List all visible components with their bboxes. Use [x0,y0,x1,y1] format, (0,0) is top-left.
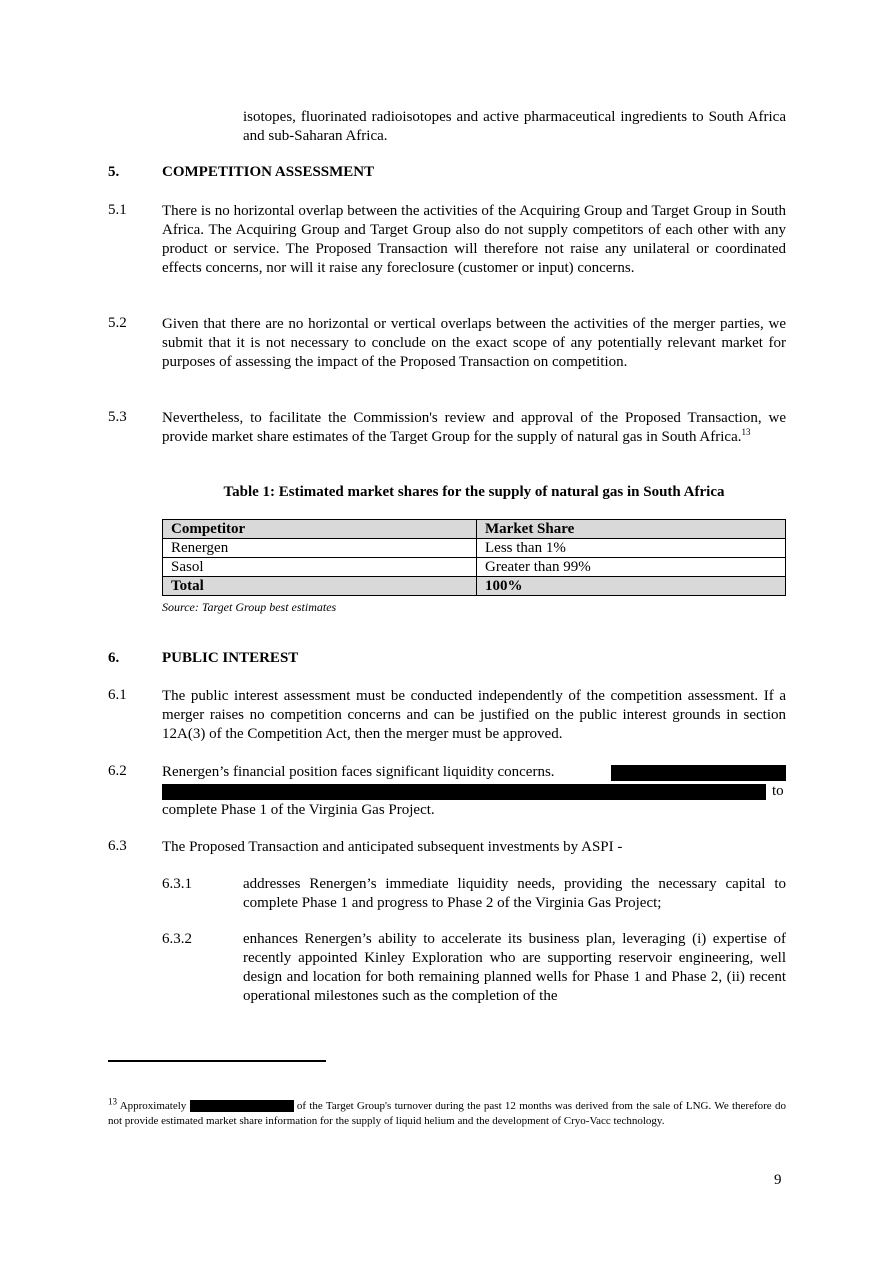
table-row [163,539,786,558]
market-share-table [162,519,786,596]
redaction-block [190,1100,294,1112]
para-5-1-text: There is no horizontal overlap between the activities of the Acquiring Group and Target Group in South Africa. The Acquiring Group and Target Group also do not supply competitors of each other with any product or service. The Proposed Transaction will therefore not raise any unilateral or coordinated effects concerns, nor will it raise any foreclosure (customer or input) concerns. [162,203,786,276]
footnote-separator [108,1060,326,1062]
table-header-row [163,520,786,539]
para-6-2-to: to [772,783,784,799]
para-6-1-text: The public interest assessment must be conducted independently of the competition assessment. If a merger raises no competition concerns and can be justified on the public interest grounds in section 12A(3) of the Competition Act, then the merger must be approved. [162,688,786,742]
sub-6-3-1-number: 6.3.1 [162,876,192,892]
redaction-block [611,765,786,781]
header-competitor: Competitor [163,520,477,539]
para-5-3-body: Nevertheless, to facilitate the Commission's review and approval of the Proposed Transaction, we provide market share estimates of the Target Group for the supply of natural gas in South Africa. [162,410,786,445]
sub-6-3-1-text: addresses Renergen’s immediate liquidity needs, providing the necessary capital to complete Phase 1 and progress to Phase 2 of the Virginia Gas Project; [243,876,786,911]
total-label: Total [163,577,477,596]
cell-market-share: Less than 1% [477,539,786,558]
para-6-2-number: 6.2 [108,763,127,779]
para-6-1-number: 6.1 [108,687,127,703]
para-5-2-number: 5.2 [108,315,127,331]
cell-competitor: Renergen [163,539,477,558]
intro-continuation: isotopes, fluorinated radioisotopes and active pharmaceutical ingredients to South Africa and sub-Saharan Africa. [243,109,786,144]
para-5-3-number: 5.3 [108,409,127,425]
table-total-row [163,577,786,596]
sub-6-3-2-number: 6.3.2 [162,931,192,947]
section-6-title: PUBLIC INTEREST [162,650,299,666]
section-6-number: 6. [108,650,120,666]
footnote-number: 13 [108,1096,117,1107]
sub-6-3-2-text: enhances Renergen’s ability to accelerate its business plan, leveraging (i) expertise of recently appointed Kinley Exploration who are supporting reservoir engineering, well design and location for both remaining planned wells for Phase 1 and Phase 2, (ii) recent operational milestones such as the completion of the [243,931,786,1004]
cell-competitor: Sasol [163,558,477,577]
page-number: 9 [774,1172,782,1188]
footnote-text-start: Approximately [119,1100,187,1112]
para-5-3-text [162,409,786,447]
redaction-block [162,784,766,800]
footnote-13 [108,1096,786,1129]
total-value: 100% [477,577,786,596]
cell-market-share: Greater than 99% [477,558,786,577]
para-6-3-text: The Proposed Transaction and anticipated subsequent investments by ASPI - [162,839,623,855]
para-6-3-number: 6.3 [108,838,127,854]
para-5-1-number: 5.1 [108,202,127,218]
section-5-number: 5. [108,164,120,180]
table-1-caption: Table 1: Estimated market shares for the supply of natural gas in South Africa [223,484,725,500]
section-5-title: COMPETITION ASSESSMENT [162,164,375,180]
para-5-2-text: Given that there are no horizontal or vertical overlaps between the activities of the merger parties, we submit that it is not necessary to conclude on the exact scope of any potentially relevant market for purposes of assessing the impact of the Proposed Transaction on competition. [162,316,786,370]
header-market-share: Market Share [477,520,786,539]
table-row [163,558,786,577]
para-6-2-line1: Renergen’s financial position faces significant liquidity concerns. [162,764,555,780]
footnote-ref-13[interactable]: 13 [741,427,751,437]
footnote-text-end: of the Target Group's turnover during the past 12 months was derived from the sale of LNG. We therefore do not provide estimated market share information for the supply of liquid helium and the development of Cryo-Vacc technology. [108,1100,786,1127]
para-6-2-line3: complete Phase 1 of the Virginia Gas Project. [162,802,435,818]
table-source-note: Source: Target Group best estimates [162,600,337,614]
